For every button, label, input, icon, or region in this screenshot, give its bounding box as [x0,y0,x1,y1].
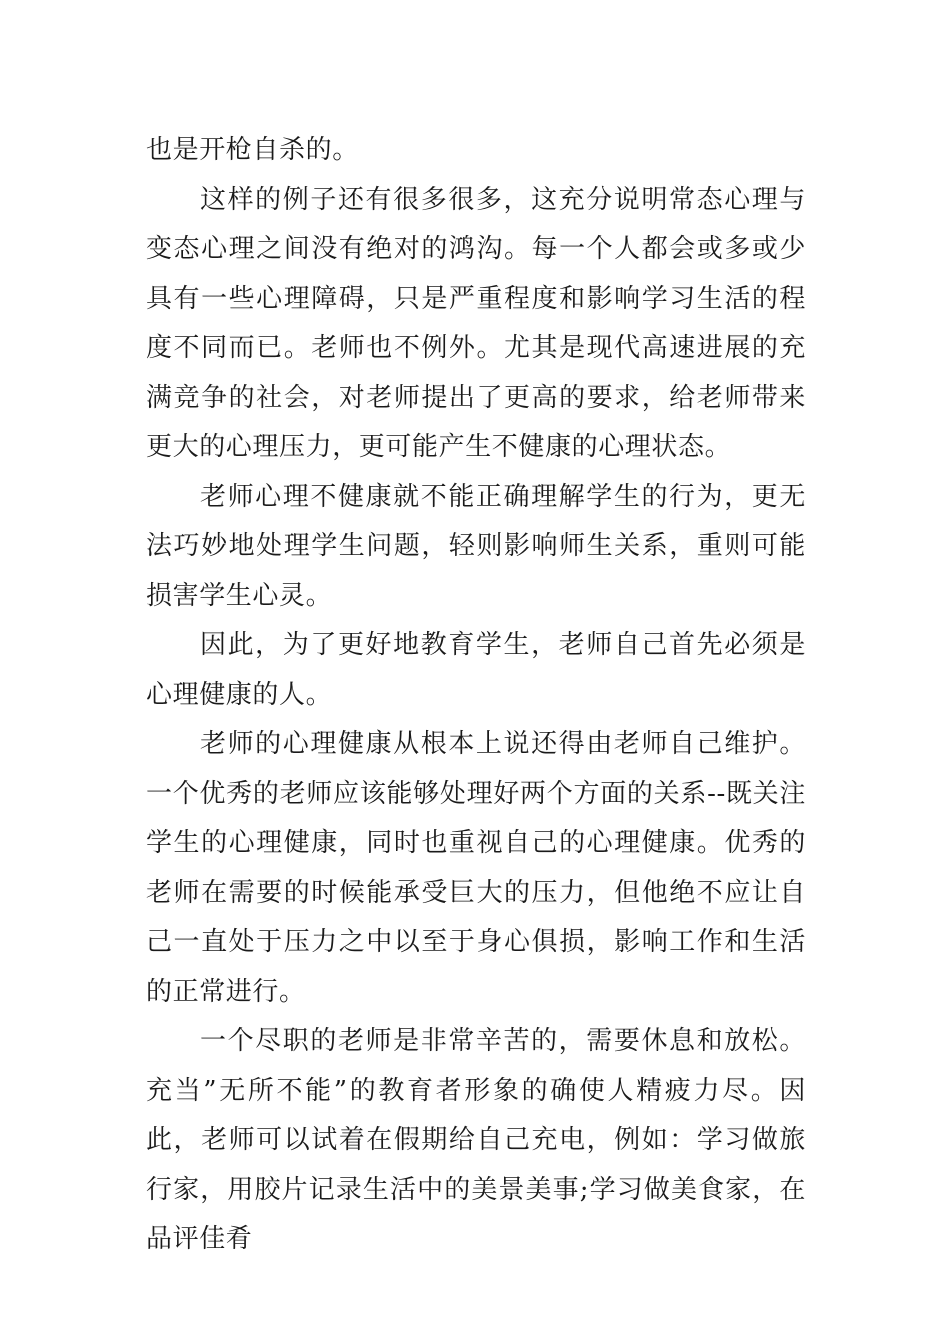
paragraph-2: 这样的例子还有很多很多，这充分说明常态心理与变态心理之间没有绝对的鸿沟。每一个人都会或多或少具有一些心理障碍，只是严重程度和影响学习生活的程度不同而已。老师也不例外。尤其是现代高速进展的充满竞争的社会，对老师提出了更高的要求，给老师带来更大的心理压力，更可能产生不健康的心理状态。 [146,184,806,462]
paragraph-4: 因此，为了更好地教育学生，老师自己首先必须是心理健康的人。 [146,630,806,710]
paragraph-3: 老师心理不健康就不能正确理解学生的行为，更无法巧妙地处理学生问题，轻则影响师生关系，重则可能损害学生心灵。 [146,481,806,611]
paragraph-1: 也是开枪自杀的。 [146,135,359,165]
paragraph-6: 一个尽职的老师是非常辛苦的，需要休息和放松。充当”无所不能”的教育者形象的确使人精疲力尽。因此，老师可以试着在假期给自己充电，例如：学习做旅行家，用胶片记录生活中的美景美事;学习做美食家，在品评佳肴 [146,1026,806,1254]
paragraph-5: 老师的心理健康从根本上说还得由老师自己维护。一个优秀的老师应该能够处理好两个方面的关系--既关注学生的心理健康，同时也重视自己的心理健康。优秀的老师在需要的时候能承受巨大的压力，但他绝不应让自己一直处于压力之中以至于身心俱损，影响工作和生活的正常进行。 [146,729,806,1007]
document-body [146,126,806,1265]
